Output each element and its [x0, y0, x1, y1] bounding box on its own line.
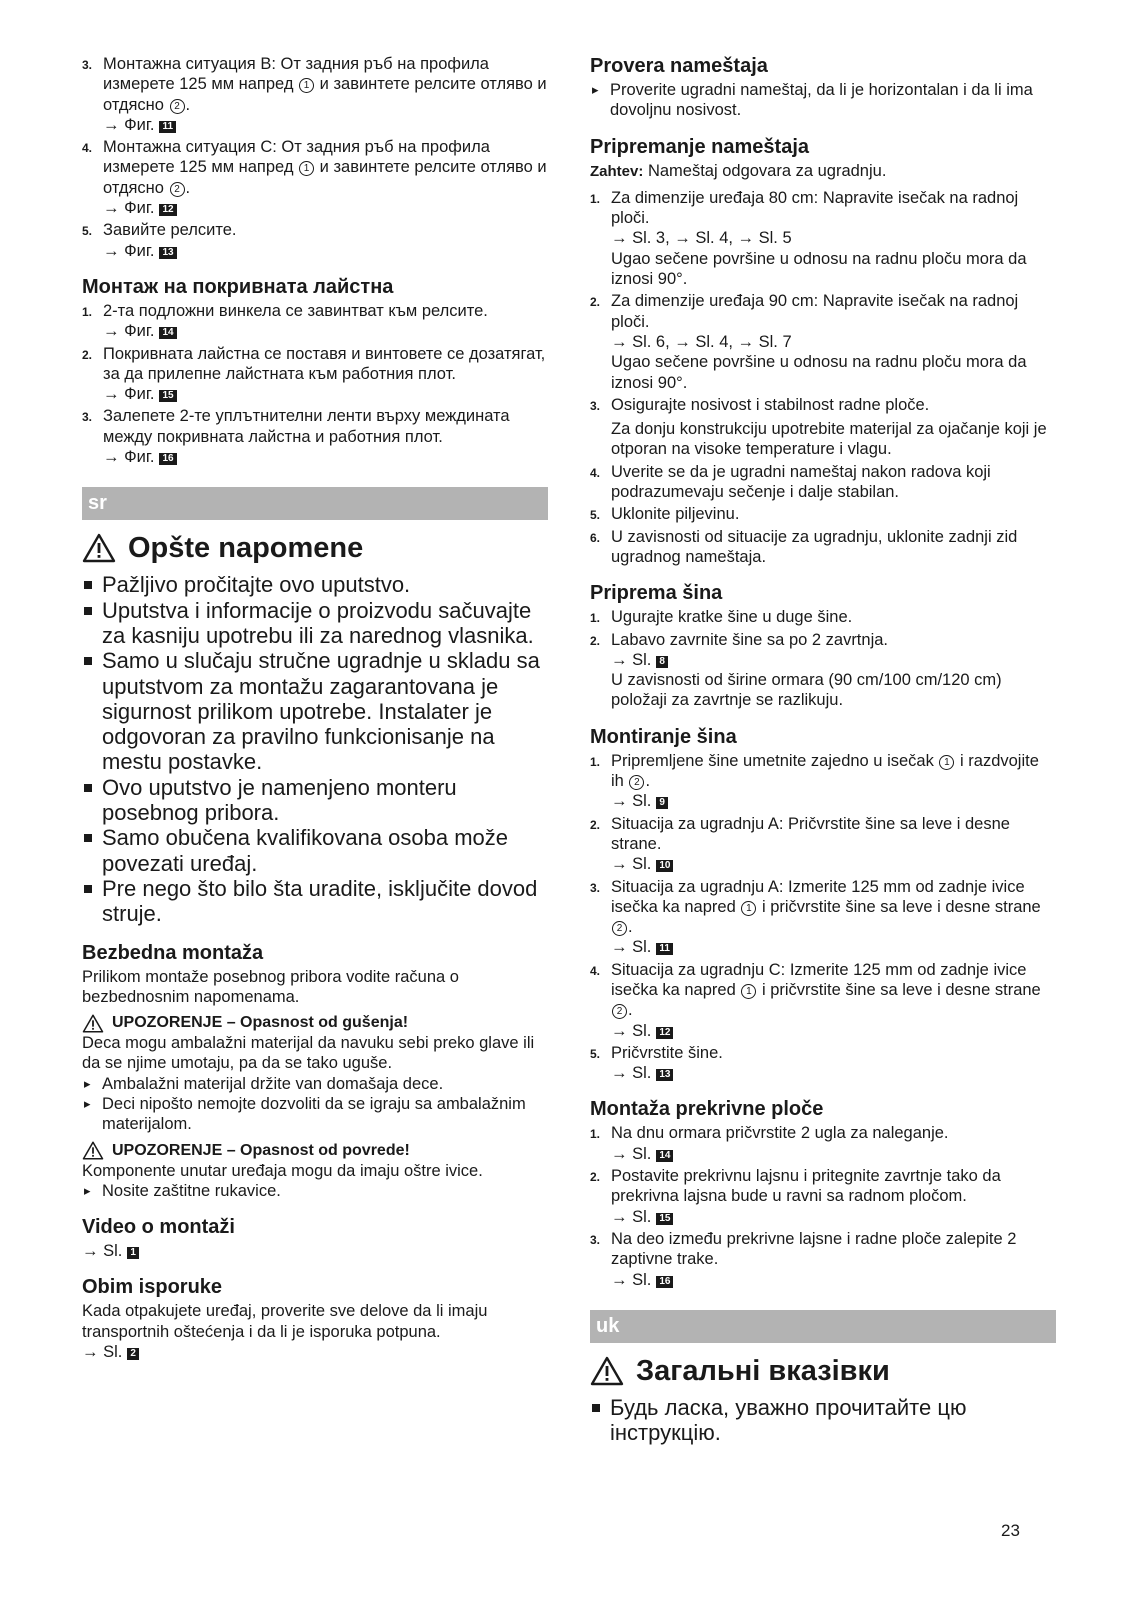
step-body — [611, 631, 888, 649]
step-number: 6. — [590, 530, 601, 545]
numbered-step — [590, 395, 1056, 460]
step-number: 3. — [82, 58, 93, 72]
step-text: Situacija za ugradnju A: Pričvrstite šine sa leve i desne strane. — [611, 814, 1010, 853]
step-text-end: . — [185, 95, 191, 114]
bullet-item-list — [82, 572, 548, 926]
step-number: 1. — [82, 304, 93, 319]
callout-number-1: 1 — [741, 984, 756, 999]
step-text: Pričvrstite šine. — [611, 1043, 723, 1062]
figure-number-badge: 14 — [159, 327, 176, 339]
figure-reference — [103, 321, 548, 341]
requirement — [590, 161, 1056, 182]
step-body — [611, 608, 852, 626]
paragraph: Kada otpakujete uređaj, proverite sve delove da li imaju transportnih oštećenja i da li je isporuka potpuna. — [82, 1302, 488, 1341]
step-text-end: . — [628, 918, 633, 937]
callout-number-2: 2 — [170, 99, 185, 114]
numbered-step — [590, 462, 1056, 503]
figure-reference-text: → Фиг. — [103, 448, 155, 467]
section-heading: Montaža prekrivne ploče — [590, 1098, 824, 1121]
numbered-step — [82, 54, 548, 135]
step-text: Ugurajte kratke šine u duge šine. — [611, 608, 853, 627]
step-body — [611, 463, 991, 501]
section-heading: Bezbedna montaža — [82, 941, 264, 964]
figure-reference — [611, 1207, 1056, 1227]
step-body — [611, 1044, 723, 1062]
figure-reference — [611, 1144, 1056, 1164]
step-text: Na dnu ormara pričvrstite 2 ugla za naleganje. — [611, 1124, 949, 1143]
callout-number-2: 2 — [170, 182, 185, 197]
figure-number-badge: 9 — [656, 797, 668, 809]
figure-reference — [611, 650, 1056, 670]
step-text-continued: i pričvrstite šine sa leve i desne strane — [761, 897, 1041, 916]
numbered-step — [82, 301, 548, 342]
bullet-item: Uputstva i informacije o proizvodu sačuvajte za kasniju upotrebu ili za narednog vlasnika. — [82, 598, 548, 649]
figure-number-badge: 1 — [127, 1247, 139, 1259]
numbered-step — [82, 406, 548, 467]
numbered-step — [82, 344, 548, 405]
step-text: Postavite prekrivnu lajsnu i pritegnite zavrtnje tako da prekrivna lajsna bude u ravni sa radnom pločom. — [611, 1167, 1001, 1206]
step-body — [103, 221, 237, 239]
bullet-item: Будь ласка, уважно прочитайте цю інструкцію. — [590, 1395, 1056, 1446]
step-body — [103, 407, 510, 445]
instruction-item-list — [82, 1181, 548, 1201]
figure-reference-text: → Sl. — [611, 1021, 652, 1040]
numbered-step — [590, 1166, 1056, 1227]
warning-text: Deca mogu ambalažni materijal da navuku sebi preko glave ili da se njime umotaju, pa da se tako uguše. — [82, 1034, 535, 1073]
figure-reference-text: → Sl. — [611, 855, 652, 874]
step-number: 1. — [590, 754, 601, 769]
figure-reference — [82, 1342, 548, 1362]
step-text: U zavisnosti od situacije za ugradnju, uklonite zadnji zid ugradnog nameštaja. — [611, 527, 1018, 566]
language-bar-sr: sr — [82, 487, 548, 520]
figure-reference-text: → Sl. — [611, 1064, 652, 1083]
numbered-step — [590, 527, 1056, 568]
figure-number-badge: 2 — [127, 1348, 139, 1360]
warning-triangle-icon — [590, 1356, 624, 1386]
figure-number-badge: 15 — [159, 390, 176, 402]
numbered-step — [590, 630, 1056, 711]
figure-reference — [103, 384, 548, 404]
figure-reference — [103, 198, 548, 218]
figure-reference — [82, 1241, 548, 1261]
numbered-step — [590, 504, 1056, 524]
figure-reference — [611, 1021, 1056, 1041]
step-text: Za dimenzije uređaja 90 cm: Napravite isečak na radnoj ploči. — [611, 292, 1019, 331]
callout-number-2: 2 — [612, 1004, 627, 1019]
bullet-item: Samo obučena kvalifikovana osoba može povezati uređaj. — [82, 825, 548, 876]
step-note: U zavisnosti od širine ormara (90 cm/100 cm/120 cm) položaji za zavrtnje se razlikuju. — [611, 671, 1002, 710]
section-heading: Priprema šina — [590, 582, 723, 605]
chapter-title — [82, 530, 548, 566]
step-number: 2. — [590, 295, 601, 310]
step-text: Osigurajte nosivost i stabilnost radne ploče. — [611, 395, 930, 414]
step-text: Залепете 2-те уплътнителни ленти върху междината между покривната лайстна и работния плот. — [103, 407, 510, 446]
step-number: 2. — [590, 633, 601, 648]
step-text: Завийте релсите. — [103, 221, 237, 240]
step-note: Ugao sečene površine u odnosu na radnu ploču mora da iznosi 90°. — [611, 353, 1027, 392]
callout-number-1: 1 — [299, 78, 314, 93]
figure-reference-text: → Sl. — [611, 650, 652, 669]
step-text: Монтажна ситуация C: От задния ръб на профила измерете 125 мм напред — [103, 138, 490, 177]
figure-reference-text: → Фиг. — [103, 322, 155, 341]
figure-number-badge: 12 — [656, 1027, 673, 1039]
bullet-item: Samo u slučaju stručne ugradnje u skladu sa uputstvom za montažu zagarantovana je sigurnost prilikom upotrebe. Instalater je odgovoran za pravilno funkcionisanje na mestu postavke. — [82, 648, 548, 774]
figure-reference — [611, 332, 1056, 352]
step-text: Покривната лайстна се поставя и винтовете се дозатягат, за да прилепне лайстната към работния плот. — [103, 344, 546, 383]
figure-reference — [611, 937, 1056, 957]
step-text-end: . — [645, 772, 651, 791]
step-body — [611, 505, 739, 523]
step-number: 1. — [590, 191, 601, 206]
figure-reference-text: → Фиг. — [103, 115, 155, 134]
step-number: 5. — [590, 1046, 601, 1061]
figure-reference-text: → Sl. — [611, 938, 652, 957]
callout-number-2: 2 — [612, 921, 627, 936]
figure-number-badge: 12 — [159, 204, 176, 216]
figure-number-badge: 8 — [656, 656, 668, 668]
instruction-item-list — [590, 80, 1056, 121]
numbered-step — [590, 1043, 1056, 1084]
numbered-step — [82, 137, 548, 218]
warning-heading — [82, 1141, 548, 1161]
step-number: 5. — [82, 224, 93, 239]
step-text: Монтажна ситуация B: От задния ръб на профила измерете 125 мм напред — [103, 55, 489, 94]
step-number: 5. — [590, 508, 601, 523]
step-body — [611, 878, 1041, 937]
step-body — [103, 55, 547, 114]
figure-reference — [103, 447, 548, 467]
bullet-item-list — [590, 1395, 1056, 1446]
numbered-step — [590, 814, 1056, 875]
figure-number-badge: 13 — [656, 1069, 673, 1081]
callout-number-1: 1 — [939, 755, 954, 770]
bullet-item: Pažljivo pročitajte ovo uputstvo. — [82, 572, 548, 597]
step-body — [611, 1124, 949, 1142]
instruction-item: ▸ Proverite ugradni nameštaj, da li je horizontalan i da li ima dovoljnu nosivost. — [590, 80, 1056, 121]
step-body — [103, 345, 545, 383]
bullet-item: Ovo uputstvo je namenjeno monteru posebnog pribora. — [82, 775, 548, 826]
step-text: 2-та подложни винкела се завинтват към релсите. — [103, 301, 488, 320]
step-text: Situacija za ugradnju C: Izmerite 125 mm od zadnje ivice isečka ka napred — [611, 960, 1027, 999]
section-heading: Provera nameštaja — [590, 55, 768, 77]
figure-reference-text: → Фиг. — [103, 385, 155, 404]
instruction-item: ▸ Deci nipošto nemojte dozvoliti da se igraju sa ambalažnim materijalom. — [82, 1094, 548, 1135]
page-number: 23 — [1001, 1521, 1020, 1540]
figure-reference — [611, 854, 1056, 874]
step-text-continued: и завинтете релсите отляво и отдясно — [103, 75, 547, 114]
callout-number-1: 1 — [299, 161, 314, 176]
step-body — [611, 396, 929, 414]
step-note: Za donju konstrukciju upotrebite materijal za ojačanje koji je otporan na visoke temperature i vlagu. — [611, 420, 1047, 459]
step-number: 3. — [590, 398, 601, 413]
step-number: 3. — [82, 410, 93, 425]
figure-number-badge: 16 — [656, 1276, 673, 1288]
figure-reference-text: → Sl. — [611, 792, 652, 811]
section-heading: Video o montaži — [82, 1216, 235, 1239]
instruction-item: ▸ Nosite zaštitne rukavice. — [82, 1181, 548, 1201]
numbered-step — [590, 1123, 1056, 1164]
warning-title: UPOZORENJE – Opasnost od gušenja! — [112, 1014, 409, 1032]
requirement-text: Nameštaj odgovara za ugradnju. — [647, 161, 887, 180]
step-text-end: . — [185, 178, 191, 197]
step-text: Pripremljene šine umetnite zajedno u isečak — [611, 751, 934, 770]
step-text: Na deo između prekrivne lajsne i radne ploče zalepite 2 zaptivne trake. — [611, 1229, 1017, 1269]
figure-number-badge: 10 — [656, 860, 673, 872]
warning-heading — [82, 1013, 548, 1033]
chapter-title-text: Opšte napomene — [128, 532, 364, 565]
step-body — [611, 1167, 1001, 1205]
step-note: Ugao sečene površine u odnosu na radnu ploču mora da iznosi 90°. — [611, 249, 1027, 289]
section-heading: Монтаж на покривната лайстна — [82, 275, 394, 298]
section-heading: Montiranje šina — [590, 725, 737, 748]
figure-number-badge: 15 — [656, 1213, 673, 1225]
step-text: Za dimenzije uređaja 80 cm: Napravite isečak na radnoj ploči. — [611, 188, 1019, 228]
numbered-step — [82, 220, 548, 261]
step-number: 1. — [590, 611, 601, 626]
step-text: Labavo zavrnite šine sa po 2 zavrtnja. — [611, 630, 888, 649]
callout-number-1: 1 — [741, 901, 756, 916]
numbered-step — [590, 877, 1056, 958]
numbered-step — [590, 188, 1056, 289]
figure-reference — [103, 241, 548, 261]
step-text: Uklonite piljevinu. — [611, 505, 740, 524]
figure-number-badge: 14 — [656, 1150, 673, 1162]
step-body — [611, 752, 1039, 790]
figure-reference — [611, 1270, 1056, 1290]
step-body — [611, 528, 1017, 566]
step-body — [611, 1230, 1016, 1268]
chapter-title — [590, 1353, 1056, 1389]
figure-reference-text: → Фиг. — [103, 199, 155, 218]
step-number: 2. — [590, 1170, 601, 1185]
requirement-label: Zahtev: — [590, 162, 644, 180]
left-column — [82, 54, 548, 1362]
right-column — [590, 54, 1056, 1445]
figure-number-badge: 16 — [159, 453, 176, 465]
numbered-step — [590, 751, 1056, 812]
step-text-end: . — [628, 1001, 633, 1020]
step-text-continued: и завинтете релсите отляво и отдясно — [103, 158, 547, 197]
figure-reference — [103, 115, 548, 135]
step-body — [103, 302, 488, 320]
paragraph: Prilikom montaže posebnog pribora vodite računa o bezbednosnim napomenama. — [82, 967, 459, 1006]
figure-reference-text: → Sl. 6, → Sl. 4, → Sl. 7 — [611, 332, 792, 351]
numbered-step — [590, 960, 1056, 1041]
step-number: 3. — [590, 880, 601, 895]
figure-reference — [611, 791, 1056, 811]
numbered-step — [590, 1229, 1056, 1290]
step-number: 2. — [82, 347, 93, 362]
chapter-title-text: Загальні вказівки — [636, 1354, 890, 1387]
step-number: 1. — [590, 1127, 601, 1142]
step-body — [611, 189, 1018, 227]
step-number: 4. — [590, 465, 601, 480]
figure-reference — [611, 1063, 1056, 1083]
instruction-item-list — [82, 1074, 548, 1135]
figure-reference-text: → Sl. — [82, 1242, 123, 1261]
step-number: 4. — [82, 141, 93, 156]
instruction-item: ▸ Ambalažni materijal držite van domašaja dece. — [82, 1074, 548, 1094]
figure-reference-text: → Sl. 3, → Sl. 4, → Sl. 5 — [611, 229, 792, 248]
step-body — [103, 138, 547, 197]
step-number: 4. — [590, 963, 601, 978]
figure-number-badge: 11 — [159, 121, 176, 133]
figure-reference-text: → Sl. — [611, 1207, 652, 1226]
step-text-continued: i pričvrstite šine sa leve i desne strane — [761, 980, 1041, 999]
figure-reference-text: → Фиг. — [103, 241, 155, 260]
figure-reference-text: → Sl. — [82, 1343, 123, 1362]
warning-triangle-icon — [82, 1014, 104, 1033]
numbered-step — [590, 607, 1056, 627]
bullet-item: Pre nego što bilo šta uradite, isključite dovod struje. — [82, 876, 548, 927]
section-heading: Pripremanje nameštaja — [590, 135, 809, 158]
step-text: Situacija za ugradnju A: Izmerite 125 mm od zadnje ivice isečka ka napred — [611, 877, 1025, 916]
warning-triangle-icon — [82, 533, 116, 563]
warning-text: Komponente unutar uređaja mogu da imaju oštre ivice. — [82, 1161, 483, 1180]
section-heading: Obim isporuke — [82, 1276, 223, 1299]
warning-triangle-icon — [82, 1141, 104, 1160]
figure-number-badge: 13 — [159, 247, 176, 259]
figure-reference — [611, 228, 1056, 248]
step-number: 2. — [590, 817, 601, 832]
step-body — [611, 815, 1010, 853]
step-text-continued: i razdvojite ih — [611, 751, 1039, 791]
figure-reference-text: → Sl. — [611, 1144, 652, 1163]
figure-reference-text: → Sl. — [611, 1270, 652, 1289]
language-bar-uk: uk — [590, 1310, 1056, 1343]
step-body — [611, 292, 1018, 330]
warning-title: UPOZORENJE – Opasnost od povrede! — [112, 1141, 410, 1159]
step-number: 3. — [590, 1232, 601, 1247]
callout-number-2: 2 — [629, 775, 644, 790]
step-body — [611, 961, 1041, 1020]
step-text: Uverite se da je ugradni nameštaj nakon radova koji podrazumevaju sečenje i dalje stabilan. — [611, 462, 991, 502]
figure-number-badge: 11 — [656, 943, 673, 955]
numbered-step — [590, 291, 1056, 392]
